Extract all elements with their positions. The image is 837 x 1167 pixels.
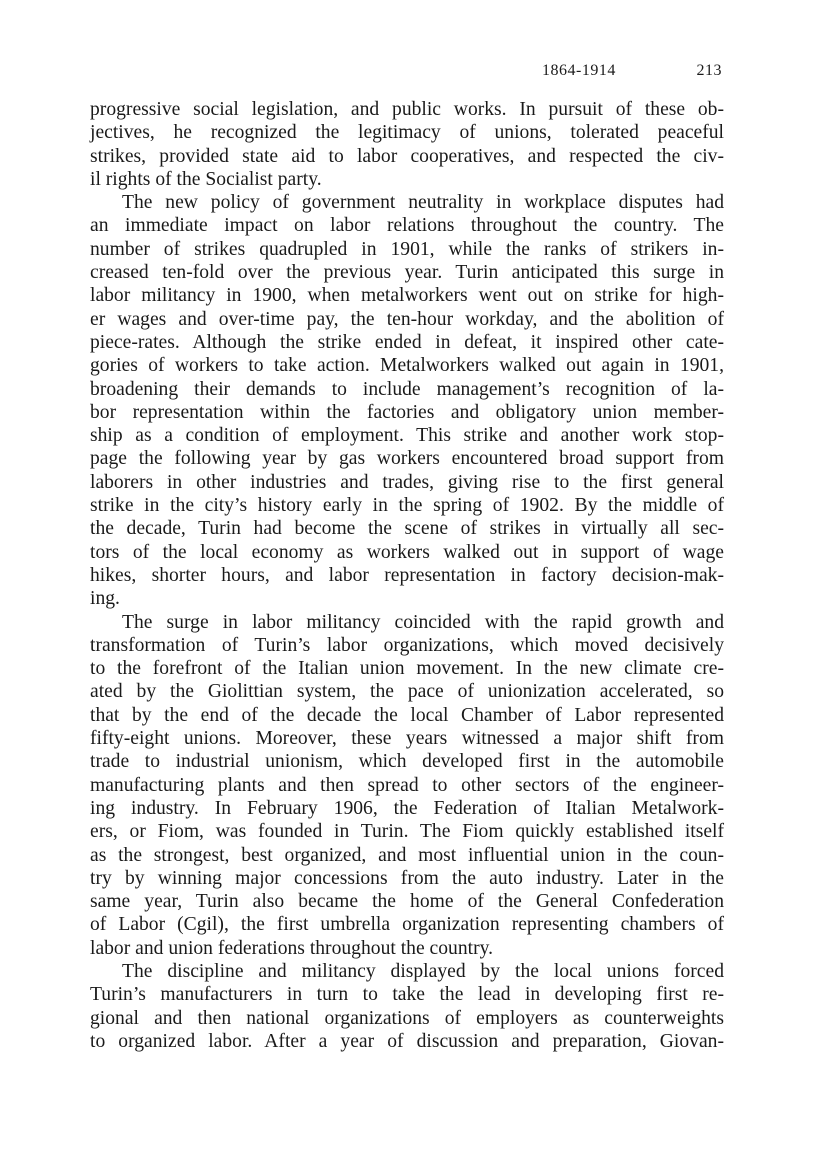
text-line: fifty-eight unions. Moreover, these years witnessed a major shift from — [90, 728, 724, 750]
text-line: transformation of Turin’s labor organizations, which moved decisively — [90, 634, 724, 656]
text-line: ated by the Giolittian system, the pace of unionization accelerated, so — [90, 681, 724, 703]
text-line: hikes, shorter hours, and labor representation in factory decision-mak- — [90, 564, 724, 586]
text-line: piece-rates. Although the strike ended in defeat, it inspired other cate- — [90, 331, 724, 353]
text-line: laborers in other industries and trades, giving rise to the first general — [90, 471, 724, 493]
text-line: page the following year by gas workers encountered broad support from — [90, 448, 724, 470]
text-line: broadening their demands to include management’s recognition of la- — [90, 378, 724, 400]
text-line: the decade, Turin had become the scene of strikes in virtually all sec- — [90, 518, 724, 540]
text-line: try by winning major concessions from the auto industry. Later in the — [90, 867, 724, 889]
text-line: The surge in labor militancy coincided with the rapid growth and — [122, 611, 724, 633]
running-head — [90, 62, 724, 88]
text-line: number of strikes quadrupled in 1901, while the ranks of strikers in- — [90, 238, 724, 260]
text-line: gional and then national organizations of employers as counterweights — [90, 1007, 724, 1029]
text-line: to the forefront of the Italian union movement. In the new climate cre- — [90, 658, 724, 680]
text-line: ship as a condition of employment. This strike and another work stop- — [90, 425, 724, 447]
text-line: same year, Turin also became the home of the General Confederation — [90, 891, 724, 913]
body-text — [90, 98, 724, 1053]
text-line: as the strongest, best organized, and most influential union in the coun- — [90, 844, 724, 866]
text-line: jectives, he recognized the legitimacy of unions, tolerated peaceful — [90, 122, 724, 144]
running-head-title: 1864-1914 — [542, 62, 616, 79]
text-line: Turin’s manufacturers in turn to take the lead in developing first re- — [90, 984, 724, 1006]
text-line: manufacturing plants and then spread to other sectors of the engineer- — [90, 774, 724, 796]
text-line: of Labor (Cgil), the first umbrella organization representing chambers of — [90, 914, 724, 936]
text-line: il rights of the Socialist party. — [90, 168, 322, 190]
text-line: ing. — [90, 588, 120, 610]
text-line: progressive social legislation, and public works. In pursuit of these ob- — [90, 99, 724, 120]
page-number: 213 — [696, 62, 722, 79]
text-line: that by the end of the decade the local Chamber of Labor represented — [90, 704, 724, 726]
text-line: tors of the local economy as workers walked out in support of wage — [90, 541, 724, 563]
text-line: gories of workers to take action. Metalworkers walked out again in 1901, — [90, 355, 724, 377]
text-line: bor representation within the factories and obligatory union member- — [90, 401, 724, 423]
text-line: ers, or Fiom, was founded in Turin. The Fiom quickly established itself — [90, 821, 724, 843]
text-line: The discipline and militancy displayed by the local unions forced — [122, 960, 724, 982]
text-line: er wages and over-time pay, the ten-hour workday, and the abolition of — [90, 308, 724, 330]
text-line: an immediate impact on labor relations throughout the country. The — [90, 215, 724, 237]
text-line: strikes, provided state aid to labor cooperatives, and respected the civ- — [90, 145, 724, 167]
text-line: trade to industrial unionism, which developed first in the automobile — [90, 751, 724, 773]
text-line: creased ten-fold over the previous year. Turin anticipated this surge in — [90, 262, 724, 284]
text-line: labor militancy in 1900, when metalworkers went out on strike for high- — [90, 285, 724, 307]
text-line: to organized labor. After a year of discussion and preparation, Giovan- — [90, 1030, 724, 1052]
text-line: The new policy of government neutrality in workplace disputes had — [122, 192, 724, 214]
text-line: strike in the city’s history early in the spring of 1902. By the middle of — [90, 495, 724, 517]
text-line: labor and union federations throughout the country. — [90, 937, 494, 959]
text-line: ing industry. In February 1906, the Federation of Italian Metalwork- — [90, 797, 724, 819]
